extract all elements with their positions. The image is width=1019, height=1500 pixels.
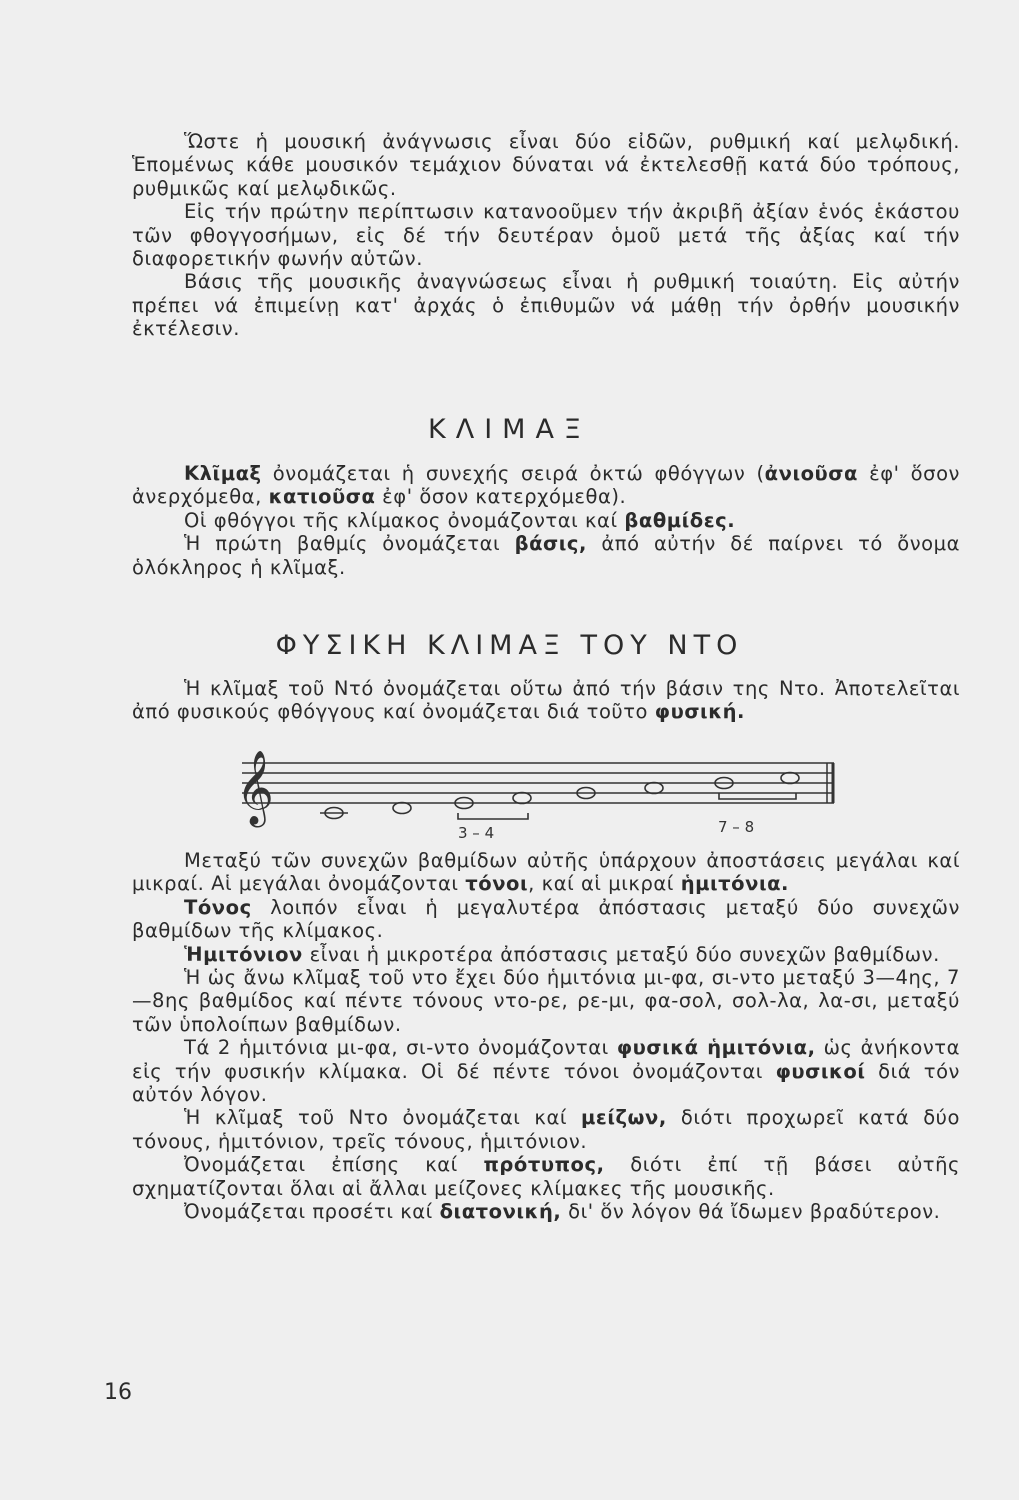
bold-term: Ἡμιτόνιον: [184, 942, 303, 966]
bold-term: φυσικά ἡμιτόνια,: [616, 1036, 816, 1060]
bold-term: φυσικοί: [775, 1059, 866, 1083]
text-run: ἐφ' ὅσον κατερχόμεθα).: [375, 485, 627, 509]
text-run: ἀπό αὐτήν δέ παίρνει τό ὄνομα ὁλόκληρος ἡ κλῖμαξ.: [132, 532, 960, 579]
section2-paragraph-5: [132, 966, 960, 1036]
note-a: [645, 783, 663, 794]
note-f: [513, 793, 531, 804]
intro-paragraph-1: Ὥστε ἡ μουσική ἀνάγνωσις εἶναι δύο εἰδῶν, ρυθμική καί μελῳδική. Ἑπομένως κάθε μουσικόν τεμάχιον δύναται νά ἐκτελεσθῇ κατά δύο τρόπους, ρυθμικῶς καί μελῳδικῶς.: [132, 130, 960, 200]
text-run: Τά 2 ἡμιτόνια μι-φα, σι-ντο ὀνομάζονται: [184, 1036, 617, 1060]
section-title-klimax: ΚΛΙΜΑΞ: [428, 414, 591, 445]
bold-term: ἀνιοῦσα: [764, 462, 858, 485]
intro-paragraph-3: Βάσις τῆς μουσικῆς ἀναγνώσεως εἶναι ἡ ρυθμική τοιαύτη. Εἰς αὐτήν πρέπει νά ἐπιμείνῃ κατ' ἀρχάς ὁ ἐπιθυμῶν νά μάθῃ τήν ὀρθήν μουσικήν ἐκτέλεσιν.: [132, 270, 960, 341]
text-run: Ἡ κλῖμαξ τοῦ Ντό ὀνομάζεται οὕτω ἀπό τήν βάσιν της Ντο. Ἀποτελεῖται ἀπό φυσικούς φθόγγους καί ὀνομάζεται διά τοῦτο: [132, 677, 960, 724]
text-run: ὀνομάζεται ἡ συνεχής σειρά ὀκτώ φθόγγων (: [261, 462, 765, 485]
text-run: διότι προχωρεῖ κατά δύο τόνους, ἡμιτόνιον, τρεῖς τόνους, ἡμιτόνιον.: [132, 1106, 960, 1153]
intro-block: [132, 130, 960, 341]
note-d: [393, 803, 411, 814]
bold-term: φυσική.: [654, 700, 745, 724]
section1-paragraph-1: [132, 462, 960, 509]
text-run: Ἡ κλῖμαξ τοῦ Ντο ὀνομάζεται καί: [184, 1106, 582, 1130]
bold-term: Τόνος: [184, 895, 252, 919]
semitone-label-3-4: 3 – 4: [458, 824, 495, 842]
bold-term: κατιοῦσα: [268, 485, 376, 509]
section2-paragraph-3: [132, 896, 960, 943]
text-run: δι' ὅν λόγον θά ἴδωμεν βραδύτερον.: [561, 1200, 941, 1224]
section2-body-block: [132, 849, 960, 1224]
semitone-bracket-3-4: [458, 813, 528, 819]
bold-term: τόνοι: [465, 872, 529, 896]
text-run: εἶναι ἡ μικροτέρα ἀπόστασις μεταξύ δύο συνεχῶν βαθμίδων.: [302, 942, 940, 966]
text-run: ὡς ἀνήκοντα εἰς τήν φυσικήν κλίμακα. Οἱ δέ πέντε τόνοι ὀνομάζονται: [132, 1036, 960, 1083]
page-number: 16: [104, 1380, 132, 1405]
section2-paragraph-8: [132, 1153, 960, 1200]
text-run: διά τόν αὐτόν λόγον.: [132, 1059, 961, 1107]
text-run: Ἡ ὡς ἄνω κλῖμαξ τοῦ ντο ἔχει δύο ἡμιτόνια μι-φα, σι-ντο μεταξύ 3—4ης, 7—8ης βαθμίδος καί πέντε τόνους ντο-ρε, ρε-μι, φα-σολ, σολ-λα, λα-σι, μεταξύ τῶν ὑπολοίπων βαθμίδων.: [132, 966, 960, 1036]
note-c-high: [781, 773, 799, 784]
bold-term: ἡμιτόνια.: [680, 872, 789, 896]
text-run: Ὀνομάζεται προσέτι καί: [184, 1200, 440, 1224]
section2-intro-block: [132, 677, 960, 724]
text-run: , καί αἱ μικραί: [528, 872, 681, 896]
bold-term: πρότυπος,: [483, 1153, 605, 1177]
section1-paragraph-3: [132, 532, 960, 579]
semitone-label-7-8: 7 – 8: [718, 818, 755, 836]
treble-clef-icon: 𝄞: [236, 751, 274, 825]
section2-paragraph-9: [132, 1200, 960, 1223]
text-run: Ὀνομάζεται ἐπίσης καί: [184, 1153, 484, 1177]
bold-term: Κλῖμαξ: [184, 462, 262, 485]
text-run: ἐφ' ὅσον ἀνερχόμεθα,: [132, 462, 960, 509]
section2-paragraph-4: [132, 943, 960, 966]
intro-paragraph-2: Εἰς τήν πρώτην περίπτωσιν κατανοοῦμεν τήν ἀκριβῆ ἀξίαν ἑνός ἑκάστου τῶν φθογγοσήμων, εἰς δέ τήν δευτέραν ὁμοῦ μετά τῆς ἀξίας καί τήν διαφορετικήν φωνήν αὐτῶν.: [132, 200, 960, 271]
section2-paragraph-7: [132, 1106, 960, 1153]
bold-term: διατονική,: [439, 1200, 562, 1224]
text-run: Ἡ πρώτη βαθμίς ὀνομάζεται: [184, 532, 515, 556]
section2-paragraph-2: [132, 849, 960, 896]
section2-paragraph-6: [132, 1036, 960, 1106]
section1-block: [132, 462, 960, 579]
text-run: λοιπόν εἶναι ἡ μεγαλυτέρα ἀπόστασις μεταξύ δύο συνεχῶν βαθμίδων τῆς κλίμακος.: [132, 895, 960, 943]
section2-paragraph-1: [132, 677, 960, 724]
text-run: Οἱ φθόγγοι τῆς κλίμακος ὀνομάζονται καί: [184, 508, 625, 532]
bold-term: βάσις,: [514, 532, 587, 556]
text-run: Μεταξύ τῶν συνεχῶν βαθμίδων αὐτῆς ὑπάρχουν ἀποστάσεις μεγάλαι καί μικραί. Αἱ μεγάλαι ὀνομάζονται: [132, 849, 960, 896]
bold-term: μείζων,: [581, 1106, 667, 1130]
semitone-bracket-7-8: [719, 793, 796, 799]
section-title-natural-scale: ΦΥΣΙΚΗ ΚΛΙΜΑΞ ΤΟΥ ΝΤΟ: [275, 630, 744, 661]
text-run: διότι ἐπί τῇ βάσει αὐτῆς σχηματίζονται ὅλαι αἱ ἄλλαι μείζονες κλίμακες τῆς μουσικῆς.: [132, 1153, 960, 1200]
bold-term: βαθμίδες.: [624, 508, 736, 532]
section1-paragraph-2: [132, 509, 960, 532]
